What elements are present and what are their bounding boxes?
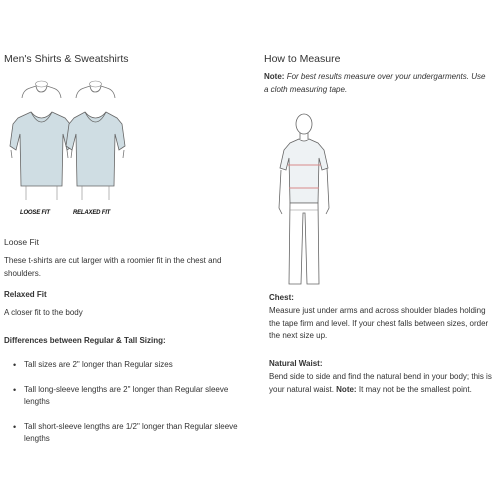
list-item: • Tall short-sleeve lengths are 1/2" longer than Regular sleeve lengths xyxy=(4,421,240,446)
measuring-person-illustration xyxy=(252,0,500,300)
loose-fit-description: These t-shirts are cut larger with a roomier fit in the chest and shoulders. xyxy=(4,256,222,278)
loose-fit-shirt-illustration xyxy=(0,0,250,230)
loose-fit-heading: Loose Fit xyxy=(4,237,39,247)
list-item: • Tall sizes are 2" longer than Regular sizes xyxy=(4,359,240,372)
list-item: • Tall long-sleeve lengths are 2" longer than Regular sleeve lengths xyxy=(4,384,240,409)
chest-description: Measure just under arms and across shoulder blades holding the tape firm and level. If your chest falls between sizes, order the next size up. xyxy=(269,306,489,340)
relaxed-fit-description: A closer fit to the body xyxy=(4,308,83,317)
relaxed-fit-label: RELAXED FIT xyxy=(73,210,111,216)
chest-heading: Chest: xyxy=(269,293,294,302)
section-title-mens-shirts: Men's Shirts & Sweatshirts xyxy=(4,53,129,65)
loose-fit-label: LOOSE FIT xyxy=(20,210,50,216)
measure-note: Note: For best results measure over your undergarments. Use a cloth measuring tape. xyxy=(264,72,486,94)
relaxed-fit-heading: Relaxed Fit xyxy=(4,290,47,299)
natural-waist-description: Bend side to side and find the natural bend in your body; this is your natural waist. Note: It may not be the smallest point. xyxy=(269,372,492,394)
sizing-differences-list xyxy=(4,359,240,446)
natural-waist-heading: Natural Waist: xyxy=(269,359,323,368)
sizing-differences-heading: Differences between Regular & Tall Sizing: xyxy=(4,336,166,345)
section-title-how-to-measure: How to Measure xyxy=(264,53,341,65)
